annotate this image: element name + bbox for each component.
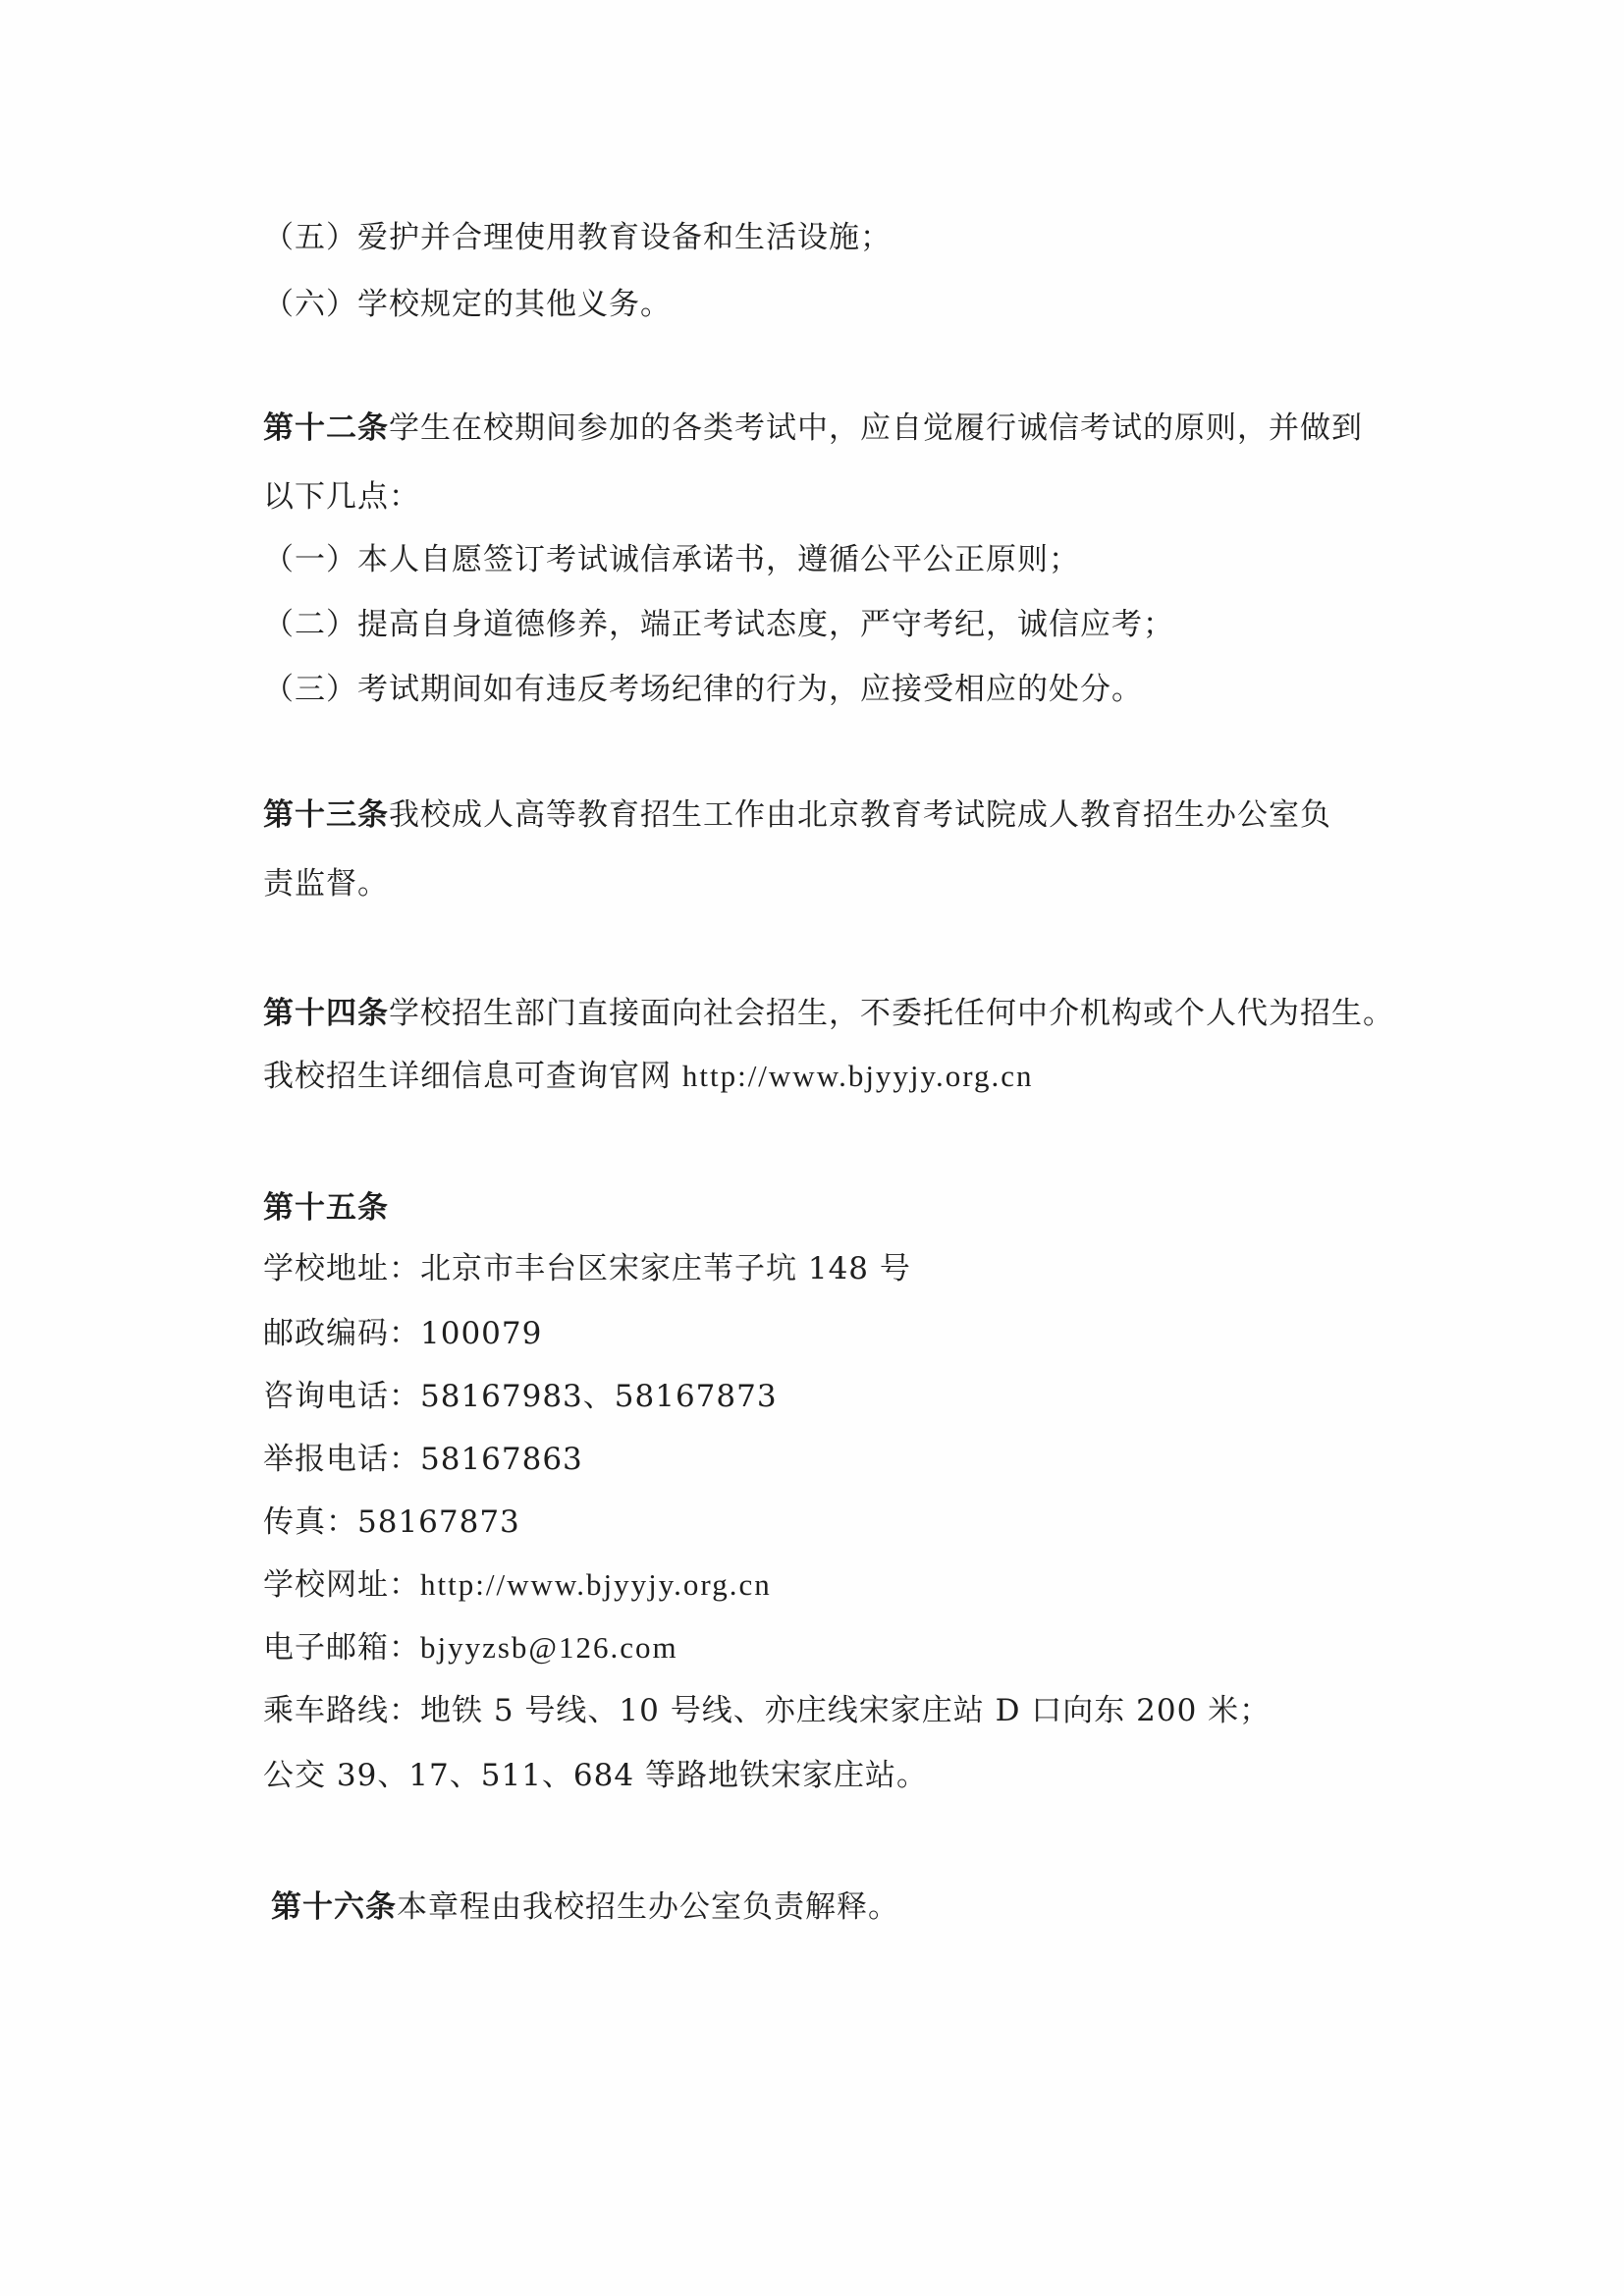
article-12-text-line2: 以下几点： — [263, 479, 420, 515]
article-11-item-5: （五）爱护并合理使用教育设备和生活设施； — [263, 220, 892, 255]
transit-route-line1: 乘车路线：地铁 5 号线、10 号线、亦庄线宋家庄站 D 口向东 200 米； — [263, 1693, 1272, 1728]
official-website-link[interactable]: http://www.bjyyjy.org.cn — [681, 1059, 1034, 1093]
school-website-link[interactable]: http://www.bjyyjy.org.cn — [420, 1567, 772, 1602]
transit-route-line2: 公交 39、17、511、684 等路地铁宋家庄站。 — [263, 1758, 928, 1793]
article-13-text-line2: 责监督。 — [263, 866, 389, 902]
article-13-text-line1: 我校成人高等教育招生工作由北京教育考试院成人教育招生办公室负 — [389, 797, 1331, 833]
report-phone: 举报电话：58167863 — [263, 1442, 583, 1477]
article-12-item-1: （一）本人自愿签订考试诚信承诺书，遵循公平公正原则； — [263, 542, 1080, 577]
article-11-item-6: （六）学校规定的其他义务。 — [263, 287, 672, 322]
article-13-paragraph — [263, 795, 1331, 835]
email-link[interactable]: bjyyzsb@126.com — [420, 1630, 678, 1665]
article-14-heading: 第十四条 — [263, 996, 389, 1031]
consult-phone: 咨询电话：58167983、58167873 — [263, 1379, 778, 1414]
postcode: 邮政编码：100079 — [263, 1316, 543, 1351]
email — [263, 1628, 678, 1667]
article-12-heading: 第十二条 — [263, 410, 389, 446]
article-12-text-line1: 学生在校期间参加的各类考试中，应自觉履行诚信考试的原则，并做到 — [389, 410, 1363, 446]
article-14-text-line2 — [263, 1057, 1034, 1096]
fax: 传真：58167873 — [263, 1504, 520, 1540]
school-address: 学校地址：北京市丰台区宋家庄苇子坑 148 号 — [263, 1251, 911, 1286]
article-15-heading: 第十五条 — [263, 1190, 389, 1226]
article-12-item-2: （二）提高自身道德修养，端正考试态度，严守考纪，诚信应考； — [263, 607, 1174, 642]
email-label: 电子邮箱： — [263, 1630, 420, 1666]
article-16-text: 本章程由我校招生办公室负责解释。 — [397, 1889, 899, 1925]
article-14-text-line1: 学校招生部门直接面向社会招生，不委托任何中介机构或个人代为招生。 — [389, 996, 1394, 1031]
article-16-heading: 第十六条 — [271, 1889, 397, 1925]
article-16-paragraph — [271, 1887, 899, 1927]
school-website — [263, 1565, 772, 1605]
article-14-text-prefix: 我校招生详细信息可查询官网 — [263, 1059, 682, 1094]
article-13-heading: 第十三条 — [263, 797, 389, 833]
school-website-label: 学校网址： — [263, 1567, 420, 1603]
article-12-item-3: （三）考试期间如有违反考场纪律的行为，应接受相应的处分。 — [263, 672, 1143, 707]
article-12-paragraph — [263, 409, 1363, 448]
article-14-paragraph — [263, 994, 1394, 1033]
